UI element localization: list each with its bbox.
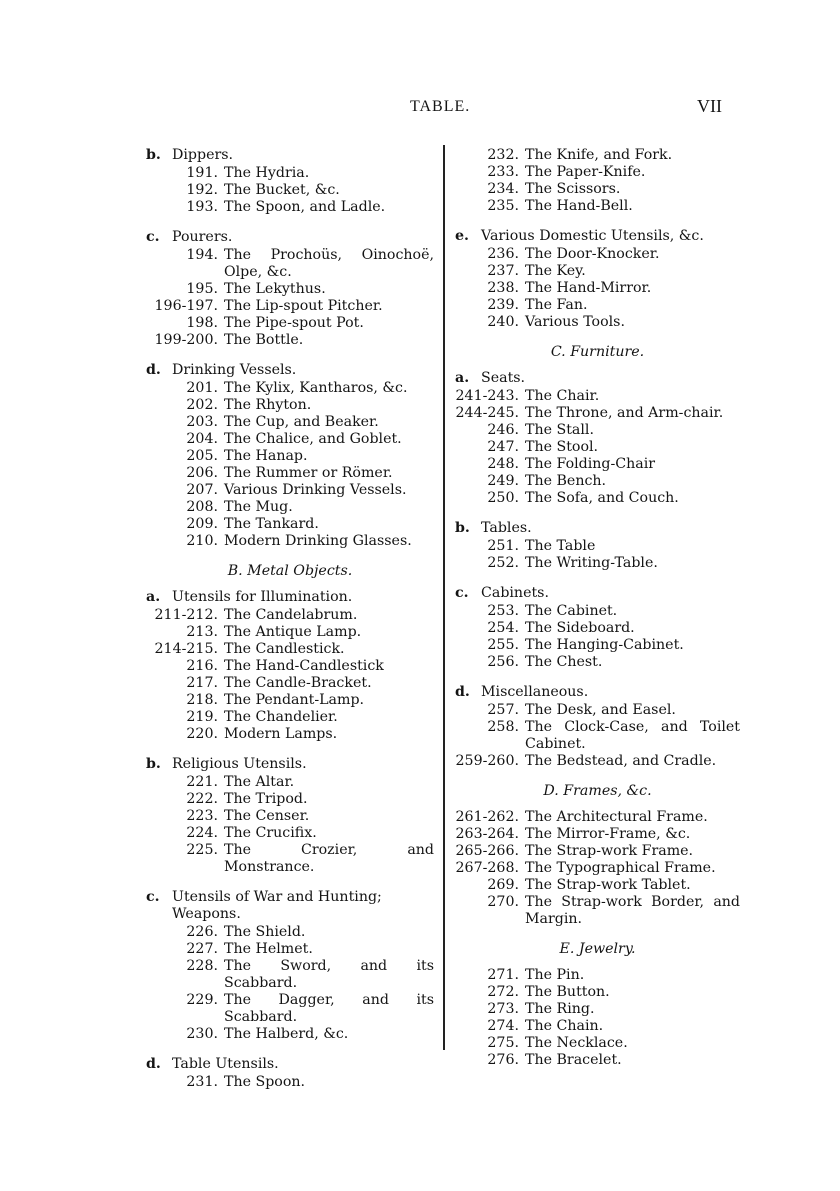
- list-item: [146, 516, 434, 533]
- item-text: The Halberd, &c.: [224, 1026, 349, 1042]
- list-item: [455, 405, 740, 422]
- list-item: [146, 332, 434, 349]
- item-number: 253.: [487, 603, 519, 619]
- subsection: [455, 370, 740, 507]
- list-item: [146, 499, 434, 516]
- item-text: The Spoon.: [224, 1074, 306, 1090]
- list-item: [146, 941, 434, 958]
- item-number: 241-243.: [455, 388, 519, 404]
- item-text: The Writing-Table.: [525, 555, 658, 571]
- subsection: [146, 1056, 434, 1091]
- item-text: The Architectural Frame.: [525, 809, 708, 825]
- item-text: The Chandelier.: [224, 709, 338, 725]
- list-item: [146, 924, 434, 941]
- item-text: The Rhyton.: [224, 397, 312, 413]
- item-number: 229.: [186, 992, 218, 1008]
- subsection: [146, 589, 434, 743]
- item-number: 257.: [487, 702, 519, 718]
- item-text: The Cup, and Beaker.: [224, 414, 379, 430]
- item-text: The Mug.: [224, 499, 293, 515]
- item-number: 225.: [186, 842, 218, 858]
- item-number: 255.: [487, 637, 519, 653]
- list-item: [455, 809, 740, 826]
- subsection-heading: [455, 370, 740, 387]
- subsection-letter: b.: [146, 756, 161, 772]
- item-number: 273.: [487, 1001, 519, 1017]
- item-text: The Necklace.: [525, 1035, 628, 1051]
- subsection-letter: b.: [455, 520, 470, 536]
- item-number: 219.: [186, 709, 218, 725]
- item-text: The Lekythus.: [224, 281, 326, 297]
- list-item: [455, 753, 740, 770]
- running-header-title: TABLE.: [410, 98, 471, 115]
- item-number: 202.: [186, 397, 218, 413]
- item-number: 246.: [487, 422, 519, 438]
- frames-items: [455, 809, 740, 928]
- list-item: [146, 1074, 434, 1091]
- item-number: 267-268.: [455, 860, 519, 876]
- list-item: [146, 726, 434, 743]
- item-text: Various Tools.: [525, 314, 625, 330]
- subsection-title: Religious Utensils.: [172, 756, 307, 772]
- item-number: 211-212.: [154, 607, 218, 623]
- item-text: The Prochoüs, Oinochoë, Olpe, &c.: [224, 247, 434, 280]
- subsection-heading: [455, 585, 740, 602]
- item-number: 276.: [487, 1052, 519, 1068]
- list-item: [455, 473, 740, 490]
- item-text: The Sofa, and Couch.: [525, 490, 679, 506]
- item-text: The Helmet.: [224, 941, 313, 957]
- subsection-heading: [455, 684, 740, 701]
- item-text: The Candlestick.: [224, 641, 345, 657]
- subsection-letter: d.: [146, 1056, 161, 1072]
- item-text: The Pipe-spout Pot.: [224, 315, 364, 331]
- item-text: The Bedstead, and Cradle.: [525, 753, 717, 769]
- item-number: 223.: [186, 808, 218, 824]
- item-number: 218.: [186, 692, 218, 708]
- continued-items: [455, 147, 740, 215]
- list-item: [146, 315, 434, 332]
- list-item: [455, 439, 740, 456]
- item-text: The Mirror-Frame, &c.: [525, 826, 691, 842]
- subsection-letter: b.: [146, 147, 161, 163]
- list-item: [146, 199, 434, 216]
- subsection: [146, 362, 434, 550]
- item-text: The Spoon, and Ladle.: [224, 199, 386, 215]
- column-divider: [443, 145, 445, 1050]
- list-item: [455, 894, 740, 928]
- item-number: 250.: [487, 490, 519, 506]
- item-text: The Hand-Mirror.: [525, 280, 652, 296]
- item-number: 220.: [186, 726, 218, 742]
- item-text: The Door-Knocker.: [525, 246, 660, 262]
- item-text: The Altar.: [224, 774, 295, 790]
- page-number: VII: [697, 96, 722, 116]
- item-number: 198.: [186, 315, 218, 331]
- item-text: The Button.: [525, 984, 610, 1000]
- item-text: The Dagger, and its Scabbard.: [224, 992, 434, 1025]
- list-item: [146, 808, 434, 825]
- list-item: [146, 397, 434, 414]
- item-text: The Ring.: [525, 1001, 595, 1017]
- subsection-title: Seats.: [481, 370, 526, 386]
- item-text: The Bench.: [525, 473, 607, 489]
- subsection-letter: c.: [455, 585, 469, 601]
- list-item: [146, 992, 434, 1026]
- item-text: The Chest.: [525, 654, 603, 670]
- item-number: 254.: [487, 620, 519, 636]
- item-text: The Bucket, &c.: [224, 182, 340, 198]
- item-text: The Hand-Candlestick: [224, 658, 384, 674]
- list-item: [455, 164, 740, 181]
- item-number: 228.: [186, 958, 218, 974]
- item-number: 227.: [186, 941, 218, 957]
- sections-furniture: [455, 370, 740, 770]
- item-text: The Typographical Frame.: [525, 860, 716, 876]
- subsection-title: Utensils of War and Hunting; Weapons.: [172, 889, 382, 922]
- item-number: 234.: [487, 181, 519, 197]
- list-item: [146, 380, 434, 397]
- item-text: The Strap-work Border, and Margin.: [525, 894, 740, 927]
- item-number: 222.: [186, 791, 218, 807]
- item-text: The Bottle.: [224, 332, 304, 348]
- item-number: 237.: [487, 263, 519, 279]
- item-number: 203.: [186, 414, 218, 430]
- item-number: 213.: [186, 624, 218, 640]
- item-text: The Kylix, Kantharos, &c.: [224, 380, 408, 396]
- list-item: [146, 709, 434, 726]
- list-item: [455, 860, 740, 877]
- list-item: [455, 422, 740, 439]
- item-number: 238.: [487, 280, 519, 296]
- item-text: The Desk, and Easel.: [525, 702, 676, 718]
- item-text: The Throne, and Arm-chair.: [525, 405, 724, 421]
- item-text: The Crucifix.: [224, 825, 317, 841]
- item-number: 231.: [186, 1074, 218, 1090]
- subsection: [455, 520, 740, 572]
- list-item: [455, 702, 740, 719]
- item-number: 205.: [186, 448, 218, 464]
- item-number: 271.: [487, 967, 519, 983]
- item-number: 275.: [487, 1035, 519, 1051]
- subsection: [146, 756, 434, 876]
- item-number: 206.: [186, 465, 218, 481]
- list-item: [146, 431, 434, 448]
- list-item: [455, 1001, 740, 1018]
- item-number: 191.: [186, 165, 218, 181]
- list-item: [146, 692, 434, 709]
- item-number: 192.: [186, 182, 218, 198]
- subsection: [146, 889, 434, 1043]
- list-item: [455, 654, 740, 671]
- item-text: Various Drinking Vessels.: [224, 482, 407, 498]
- item-number: 249.: [487, 473, 519, 489]
- subsection-title: Various Domestic Utensils, &c.: [481, 228, 704, 244]
- subsection-letter: d.: [146, 362, 161, 378]
- subsection-title: Table Utensils.: [172, 1056, 279, 1072]
- item-text: The Fan.: [525, 297, 588, 313]
- list-item: [146, 414, 434, 431]
- item-text: The Hand-Bell.: [525, 198, 633, 214]
- subsection-heading: [146, 1056, 434, 1073]
- item-number: 247.: [487, 439, 519, 455]
- list-item: [455, 555, 740, 572]
- item-text: Modern Lamps.: [224, 726, 338, 742]
- item-number: 239.: [487, 297, 519, 313]
- sections-domestic: [455, 228, 740, 331]
- list-item: [455, 877, 740, 894]
- list-item: [455, 147, 740, 164]
- item-text: The Stool.: [525, 439, 599, 455]
- list-item: [455, 637, 740, 654]
- item-number: 251.: [487, 538, 519, 554]
- item-number: 236.: [487, 246, 519, 262]
- item-text: The Scissors.: [525, 181, 621, 197]
- section-title-furniture: C. Furniture.: [550, 344, 645, 360]
- list-item: [455, 620, 740, 637]
- item-number: 232.: [487, 147, 519, 163]
- list-item: [455, 388, 740, 405]
- subsection-title: Miscellaneous.: [481, 684, 589, 700]
- item-text: The Hanap.: [224, 448, 308, 464]
- item-text: The Strap-work Frame.: [525, 843, 694, 859]
- item-text: The Antique Lamp.: [224, 624, 362, 640]
- item-text: The Sideboard.: [525, 620, 635, 636]
- item-text: The Cabinet.: [525, 603, 618, 619]
- item-number: 230.: [186, 1026, 218, 1042]
- subsection-title: Cabinets.: [481, 585, 549, 601]
- subsection-heading: [146, 889, 434, 923]
- item-number: 214-215.: [154, 641, 218, 657]
- item-text: The Candle-Bracket.: [224, 675, 372, 691]
- item-text: The Tankard.: [224, 516, 319, 532]
- subsection-title: Utensils for Illumination.: [172, 589, 353, 605]
- item-number: 201.: [186, 380, 218, 396]
- section-title-frames: D. Frames, &c.: [543, 783, 652, 799]
- item-number: 270.: [487, 894, 519, 910]
- item-number: 235.: [487, 198, 519, 214]
- subsection-letter: d.: [455, 684, 470, 700]
- subsection-heading: [146, 147, 434, 164]
- list-item: [146, 182, 434, 199]
- subsection: [146, 229, 434, 349]
- list-item: [455, 280, 740, 297]
- right-column: [455, 147, 740, 1082]
- list-item: [146, 791, 434, 808]
- item-number: 193.: [186, 199, 218, 215]
- subsection-letter: c.: [146, 229, 160, 245]
- section-title-jewelry: E. Jewelry.: [559, 941, 636, 957]
- item-text: The Tripod.: [224, 791, 308, 807]
- list-item: [455, 198, 740, 215]
- list-item: [455, 967, 740, 984]
- item-text: The Censer.: [224, 808, 310, 824]
- list-item: [146, 465, 434, 482]
- item-number: 196-197.: [154, 298, 218, 314]
- item-text: The Hydria.: [224, 165, 310, 181]
- sections-a: [146, 147, 434, 550]
- list-item: [146, 607, 434, 624]
- jewelry-items: [455, 967, 740, 1069]
- item-text: The Paper-Knife.: [525, 164, 646, 180]
- item-number: 261-262.: [455, 809, 519, 825]
- item-number: 272.: [487, 984, 519, 1000]
- list-item: [146, 247, 434, 281]
- item-number: 258.: [487, 719, 519, 735]
- list-item: [146, 533, 434, 550]
- item-number: 256.: [487, 654, 519, 670]
- item-text: The Folding-Chair: [525, 456, 656, 472]
- subsection-title: Dippers.: [172, 147, 234, 163]
- subsection-letter: a.: [455, 370, 470, 386]
- item-number: 269.: [487, 877, 519, 893]
- list-item: [455, 181, 740, 198]
- item-number: 195.: [186, 281, 218, 297]
- item-text: The Chain.: [525, 1018, 604, 1034]
- item-number: 208.: [186, 499, 218, 515]
- item-number: 226.: [186, 924, 218, 940]
- list-item: [455, 843, 740, 860]
- list-item: [455, 263, 740, 280]
- item-text: The Chalice, and Goblet.: [224, 431, 402, 447]
- list-item: [455, 538, 740, 555]
- list-item: [455, 1035, 740, 1052]
- item-number: 224.: [186, 825, 218, 841]
- item-number: 263-264.: [455, 826, 519, 842]
- item-text: The Knife, and Fork.: [525, 147, 673, 163]
- item-text: The Strap-work Tablet.: [525, 877, 691, 893]
- item-text: Modern Drinking Glasses.: [224, 533, 412, 549]
- item-number: 194.: [186, 247, 218, 263]
- item-number: 204.: [186, 431, 218, 447]
- item-text: The Chair.: [525, 388, 600, 404]
- subsection-letter: c.: [146, 889, 160, 905]
- item-text: The Shield.: [224, 924, 306, 940]
- item-text: The Crozier, and Monstrance.: [224, 842, 434, 875]
- subsection: [455, 585, 740, 671]
- list-item: [455, 297, 740, 314]
- item-number: 259-260.: [455, 753, 519, 769]
- subsection: [455, 684, 740, 770]
- item-number: 221.: [186, 774, 218, 790]
- subsection-title: Drinking Vessels.: [172, 362, 297, 378]
- item-number: 216.: [186, 658, 218, 674]
- left-column: [146, 147, 434, 1104]
- list-item: [146, 641, 434, 658]
- list-item: [146, 675, 434, 692]
- subsection-heading: [146, 229, 434, 246]
- subsection-heading: [146, 589, 434, 606]
- list-item: [455, 719, 740, 753]
- subsection-heading: [146, 756, 434, 773]
- subsection-title: Tables.: [481, 520, 532, 536]
- item-number: 252.: [487, 555, 519, 571]
- item-number: 265-266.: [455, 843, 519, 859]
- item-text: The Stall.: [525, 422, 594, 438]
- list-item: [146, 842, 434, 876]
- section-title-metal-objects: B. Metal Objects.: [227, 563, 353, 579]
- list-item: [146, 281, 434, 298]
- item-number: 248.: [487, 456, 519, 472]
- item-number: 244-245.: [455, 405, 519, 421]
- list-item: [455, 984, 740, 1001]
- list-item: [146, 624, 434, 641]
- subsection-title: Pourers.: [172, 229, 233, 245]
- item-text: The Clock-Case, and Toilet Cabinet.: [525, 719, 740, 752]
- list-item: [146, 482, 434, 499]
- item-number: 233.: [487, 164, 519, 180]
- list-item: [455, 1052, 740, 1069]
- item-text: The Pin.: [525, 967, 585, 983]
- subsection: [455, 228, 740, 331]
- list-item: [146, 825, 434, 842]
- item-number: 207.: [186, 482, 218, 498]
- list-item: [146, 165, 434, 182]
- subsection: [146, 147, 434, 216]
- item-text: The Rummer or Römer.: [224, 465, 393, 481]
- item-text: The Candelabrum.: [224, 607, 358, 623]
- list-item: [146, 958, 434, 992]
- subsection-letter: a.: [146, 589, 161, 605]
- item-text: The Key.: [525, 263, 586, 279]
- item-text: The Bracelet.: [525, 1052, 622, 1068]
- list-item: [455, 1018, 740, 1035]
- list-item: [146, 1026, 434, 1043]
- list-item: [146, 448, 434, 465]
- item-text: The Hanging-Cabinet.: [525, 637, 684, 653]
- item-number: 209.: [186, 516, 218, 532]
- item-number: 210.: [186, 533, 218, 549]
- item-text: The Table: [525, 538, 596, 554]
- sections-b: [146, 589, 434, 1091]
- list-item: [455, 246, 740, 263]
- list-item: [146, 658, 434, 675]
- list-item: [455, 456, 740, 473]
- item-number: 199-200.: [154, 332, 218, 348]
- list-item: [455, 826, 740, 843]
- subsection-heading: [455, 228, 740, 245]
- list-item: [455, 490, 740, 507]
- list-item: [146, 774, 434, 791]
- item-text: The Lip-spout Pitcher.: [224, 298, 383, 314]
- item-text: The Pendant-Lamp.: [224, 692, 365, 708]
- subsection-heading: [455, 520, 740, 537]
- item-text: The Sword, and its Scabbard.: [224, 958, 434, 991]
- list-item: [146, 298, 434, 315]
- subsection-letter: e.: [455, 228, 469, 244]
- list-item: [455, 603, 740, 620]
- subsection-heading: [146, 362, 434, 379]
- item-number: 240.: [487, 314, 519, 330]
- list-item: [455, 314, 740, 331]
- item-number: 274.: [487, 1018, 519, 1034]
- item-number: 217.: [186, 675, 218, 691]
